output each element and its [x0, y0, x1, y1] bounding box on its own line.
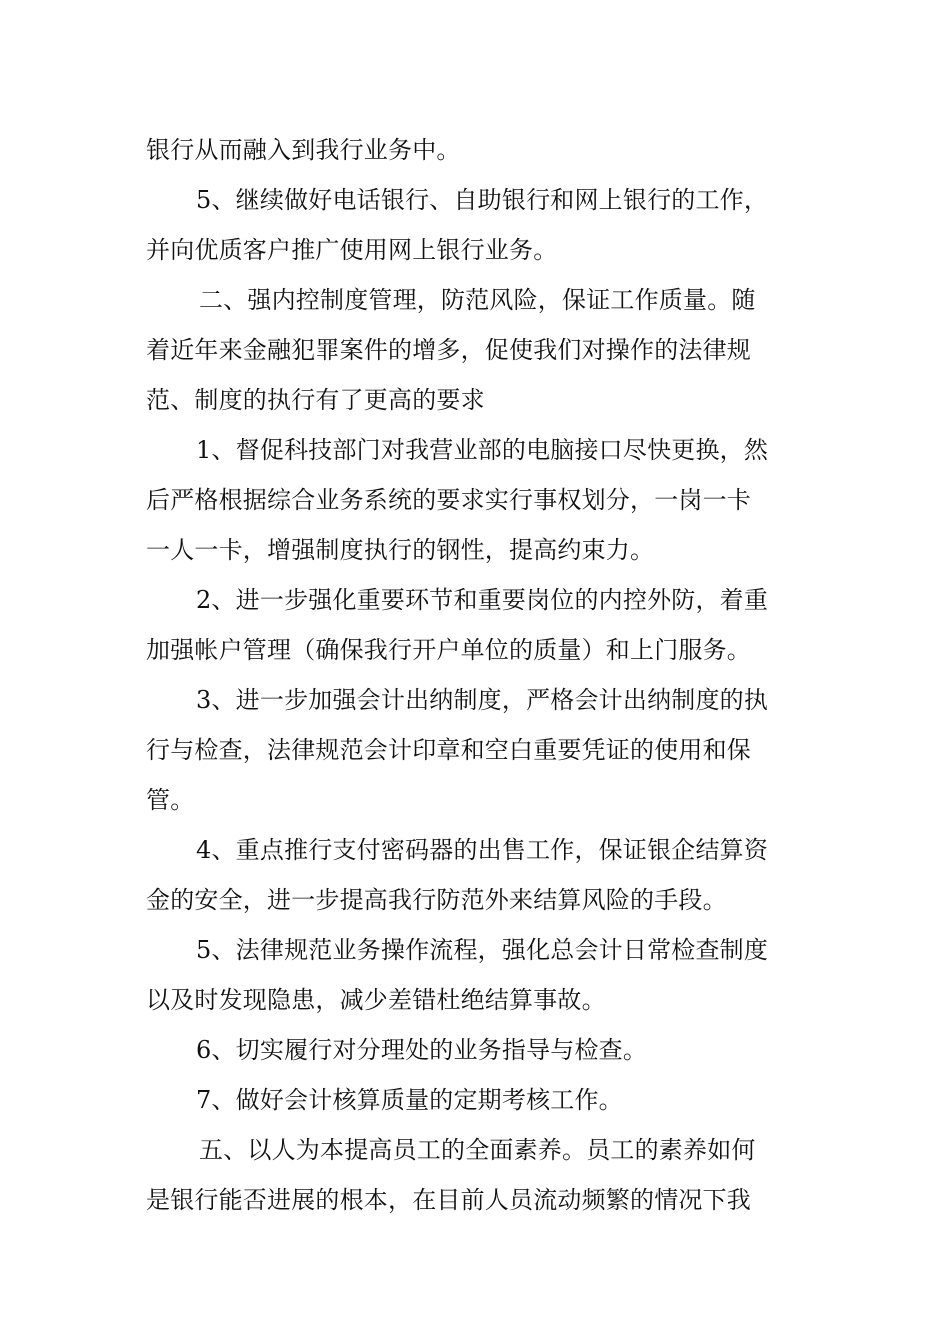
text-line: 银行从而融入到我行业务中。 [146, 136, 461, 164]
text-line: 6、切实履行对分理处的业务指导与检查。 [196, 1036, 648, 1064]
text-line: 加强帐户管理（确保我行开户单位的质量）和上门服务。 [146, 636, 751, 664]
text-line: 3、进一步加强会计出纳制度，严格会计出纳制度的执 [196, 686, 769, 714]
text-line: 1、督促科技部门对我营业部的电脑接口尽快更换，然 [196, 436, 769, 464]
text-line: 5、法律规范业务操作流程，强化总会计日常检查制度 [196, 936, 769, 964]
text-line: 后严格根据综合业务系统的要求实行事权划分，一岗一卡 [146, 486, 751, 514]
text-line: 5、继续做好电话银行、自助银行和网上银行的工作， [196, 186, 769, 214]
text-line: 4、重点推行支付密码器的出售工作，保证银企结算资 [196, 836, 769, 864]
text-line: 是银行能否进展的根本，在目前人员流动频繁的情况下我 [146, 1186, 751, 1214]
text-line: 金的安全，进一步提高我行防范外来结算风险的手段。 [146, 886, 727, 914]
text-line: 2、进一步强化重要环节和重要岗位的内控外防，着重 [196, 586, 769, 614]
text-line: 范、制度的执行有了更高的要求 [146, 386, 485, 414]
text-line: 着近年来金融犯罪案件的增多，促使我们对操作的法律规 [146, 336, 751, 364]
text-line: 并向优质客户推广使用网上银行业务。 [146, 236, 558, 264]
text-line: 一人一卡，增强制度执行的钢性，提高约束力。 [146, 536, 655, 564]
text-line: 行与检查，法律规范会计印章和空白重要凭证的使用和保 [146, 736, 751, 764]
text-line: 以及时发现隐患，减少差错杜绝结算事故。 [146, 986, 606, 1014]
text-line: 二、强内控制度管理，防范风险，保证工作质量。随 [199, 286, 756, 314]
text-line: 7、做好会计核算质量的定期考核工作。 [196, 1086, 623, 1114]
text-line: 管。 [146, 786, 195, 814]
text-line: 五、以人为本提高员工的全面素养。员工的素养如何 [199, 1136, 756, 1164]
